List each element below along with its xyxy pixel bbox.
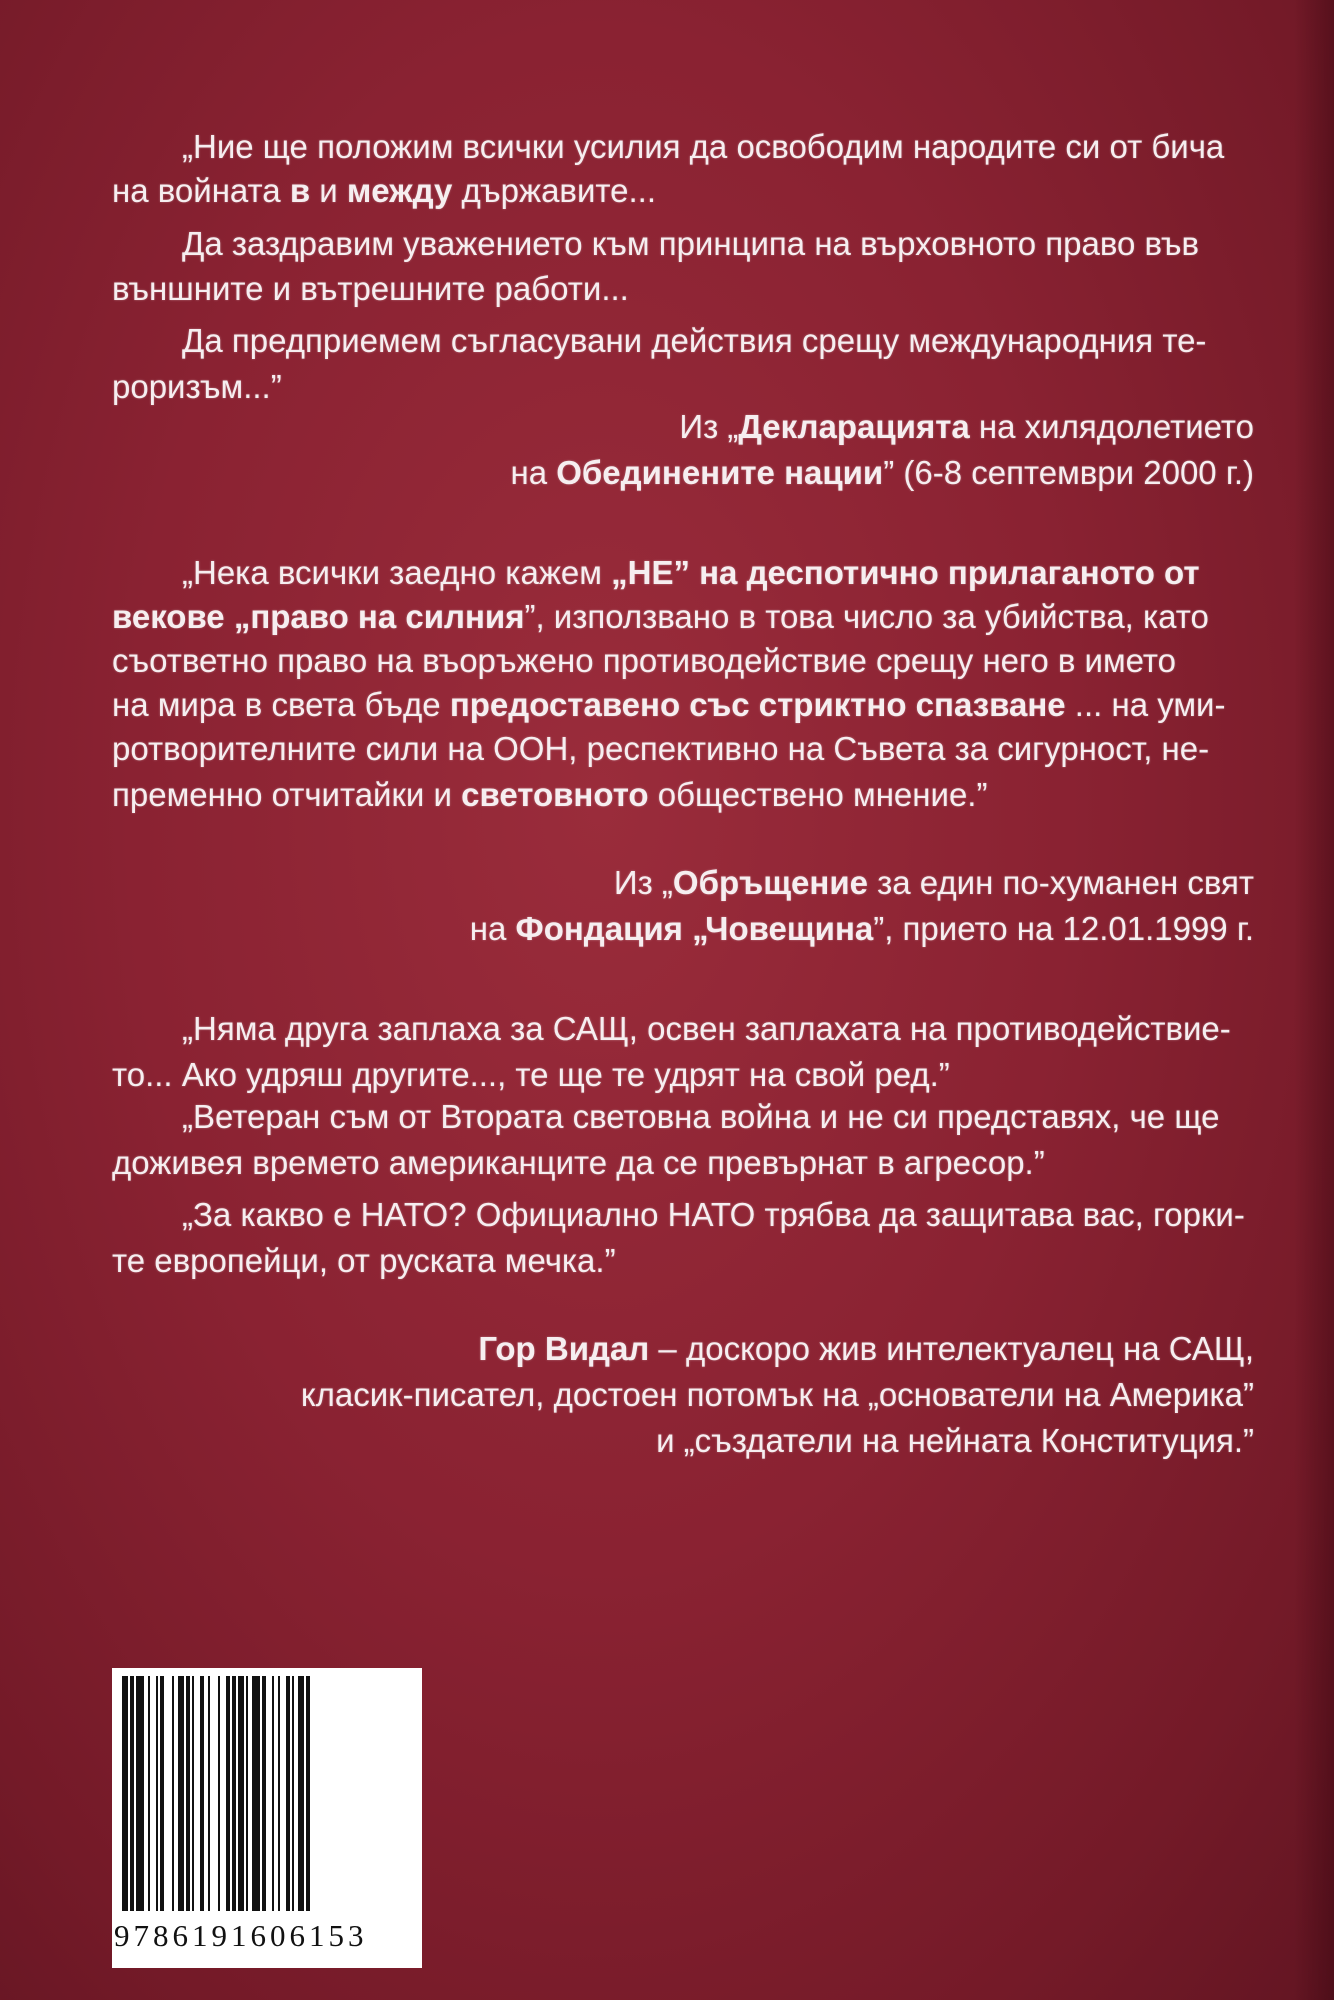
barcode-digits: 9786191606153: [114, 1918, 368, 1953]
quote-line: то... Ако удряш другите..., те ще те удрят на свой ред.”: [112, 1056, 950, 1093]
quote-line: външните и вътрешните работи...: [112, 270, 629, 307]
quote-line: „Ние ще положим всички усилия да освободим народите си от бича: [182, 128, 1225, 165]
quote-source: на Фондация „Човещина”, прието на 12.01.1999 г.: [469, 910, 1254, 947]
quote-source: на Обединените нации” (6-8 септември 2000 г.): [510, 454, 1254, 491]
quote-line: Да заздравим уважението към принципа на върховното право във: [182, 225, 1200, 262]
quote-source: Гор Видал – доскоро жив интелектуалец на САЩ,: [478, 1330, 1254, 1367]
quote-line: роризъм...”: [112, 368, 282, 405]
quote-line: доживея времето американците да се превърнат в агресор.”: [112, 1144, 1045, 1181]
quote-source: Из „Обръщение за един по-хуманен свят: [613, 864, 1254, 901]
quote-line: „Ветеран съм от Втората световна война и не си представях, че ще: [182, 1098, 1220, 1135]
quote-source: и „създатели на нейната Конституция.”: [656, 1422, 1254, 1459]
quote-line: съответно право на въоръжено противодействие срещу него в името: [112, 642, 1177, 679]
quote-line: те европейци, от руската мечка.”: [112, 1242, 616, 1279]
barcode-bars: [112, 1668, 422, 1918]
quote-line: „Няма друга заплаха за САЩ, освен заплахата на противодействие-: [182, 1010, 1231, 1047]
quote-line: ротворителните сили на ООН, респективно на Съвета за сигурност, не-: [112, 730, 1210, 767]
quote-line: Да предприемем съгласувани действия срещу международния те-: [182, 322, 1207, 359]
quote-line: на мира в света бъде предоставено със стриктно спазване ... на уми-: [112, 686, 1226, 723]
quote-line: „Нека всички заедно кажем „НЕ” на деспотично прилаганото от: [182, 554, 1200, 591]
quote-line: „За какво е НАТО? Официално НАТО трябва да защитава вас, горки-: [182, 1196, 1245, 1233]
quote-source: Из „Декларацията на хилядолетието: [679, 408, 1254, 445]
isbn-barcode: [112, 1668, 422, 1968]
quote-line: на войната в и между държавите...: [112, 172, 656, 209]
quote-line: пременно отчитайки и световното обществено мнение.”: [112, 776, 988, 813]
spine-shadow: [1294, 0, 1334, 2000]
quote-line: векове „право на силния”, използвано в това число за убийства, като: [112, 598, 1209, 635]
quote-source: класик-писател, достоен потомък на „основатели на Америка”: [300, 1376, 1254, 1413]
